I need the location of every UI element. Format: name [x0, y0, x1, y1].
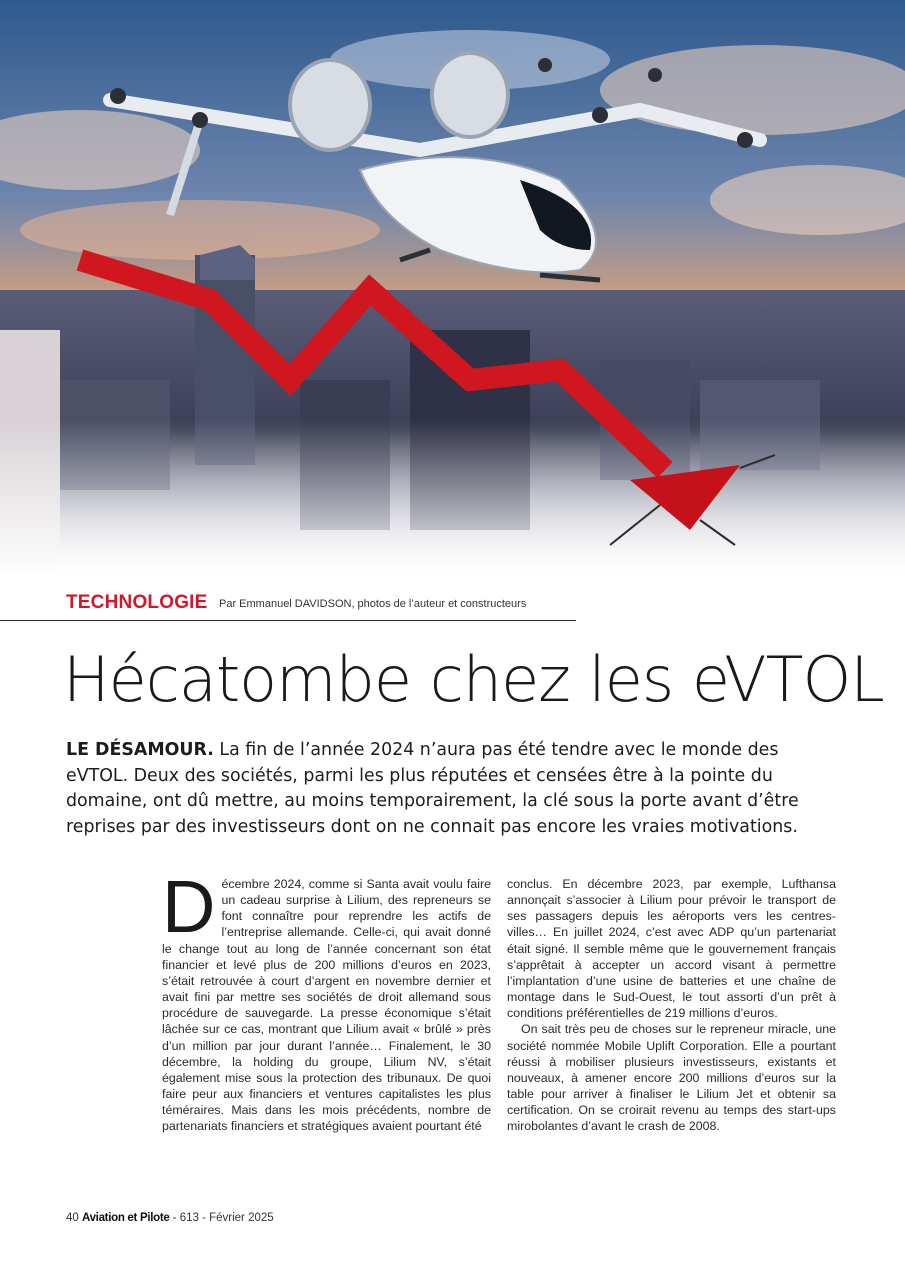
paragraph: conclus. En décembre 2023, par exemple, Lufthansa annonçait s’associer à Lilium pour prévoir le transport de ses passagers depuis les aéroports vers les centres-villes… En juillet 2024, c’est avec ADP qu’un partenariat était signé. Il semble même que le gouvernement français s’apprêtait à accepter un accord visant à permettre l’implantation d’une usine de batteries et une chaîne de montage dans le Sud-Ouest, le tout assorti d’un prêt à conditions préférentielles de 219 millions d’euros.	[507, 877, 836, 1021]
page-footer	[66, 1212, 274, 1224]
article-title: Hécatombe chez les eVTOL	[63, 643, 884, 716]
magazine-name: Aviation et Pilote	[82, 1212, 170, 1224]
article-column-1	[162, 865, 491, 1135]
divider	[0, 620, 66, 621]
lead-text: La fin de l’année 2024 n’aura pas été tendre avec le monde des eVTOL. Deux des sociétés, parmi les plus réputées et censées être à la pointe du domaine, ont dû mettre, au moins temporairement, la clé sous la porte avant d’être reprises par des investisseurs dont on ne connait pas encore les vraies motivations.	[66, 740, 799, 837]
section-header	[66, 592, 576, 621]
hero-fade	[0, 420, 905, 570]
section-label: TECHNOLOGIE	[66, 592, 208, 613]
article-column-2	[507, 876, 836, 1135]
hero-illustration	[0, 0, 905, 570]
byline: Par Emmanuel DAVIDSON, photos de l’auteur et constructeurs	[219, 598, 527, 610]
lead-label: LE DÉSAMOUR.	[66, 740, 214, 760]
hero-image	[0, 0, 905, 570]
paragraph: On sait très peu de choses sur le repreneur miracle, une société nommée Mobile Uplift Corporation. Elle a pourtant réussi à mobiliser plusieurs investisseurs, existants et nouveaux, à amener encore 200 millions d’euros sur la table pour arriver à finaliser le Lilium Jet et obtenir sa certification. On se croirait revenu au temps des start-ups mirobolantes d’avant le crash de 2008.	[507, 1022, 836, 1134]
issue-info: - 613 - Février 2025	[169, 1212, 274, 1224]
dropcap: D	[162, 865, 216, 948]
page-number: 40	[66, 1212, 79, 1224]
article-lead	[66, 738, 846, 840]
paragraph: écembre 2024, comme si Santa avait voulu faire un cadeau surprise à Lilium, des repreneurs se font connaître pour reprendre les actifs de l’entreprise allemande. Celle-ci, qui avait donné le change tout au long de l’année concernant son état financier et levé plus de 200 millions d’euros en 2023, s’était retrouvée à court d’argent en novembre dernier et avait fini par mettre ses sociétés de droit allemand sous procédure de sauvegarde. La presse économique s’était lâchée sur ce cas, montrant que Lilium avait « brûlé » près d’un million par jour durant l’année… Finalement, le 30 décembre, la holding du groupe, Lilium NV, s’était également mise sous la protection des tribunaux. De quoi faire peur aux financiers et ventures capitalistes les plus téméraires. Mais dans les mois précédents, nombre de partenariats financiers et stratégiques avaient pourtant été	[162, 877, 491, 1134]
